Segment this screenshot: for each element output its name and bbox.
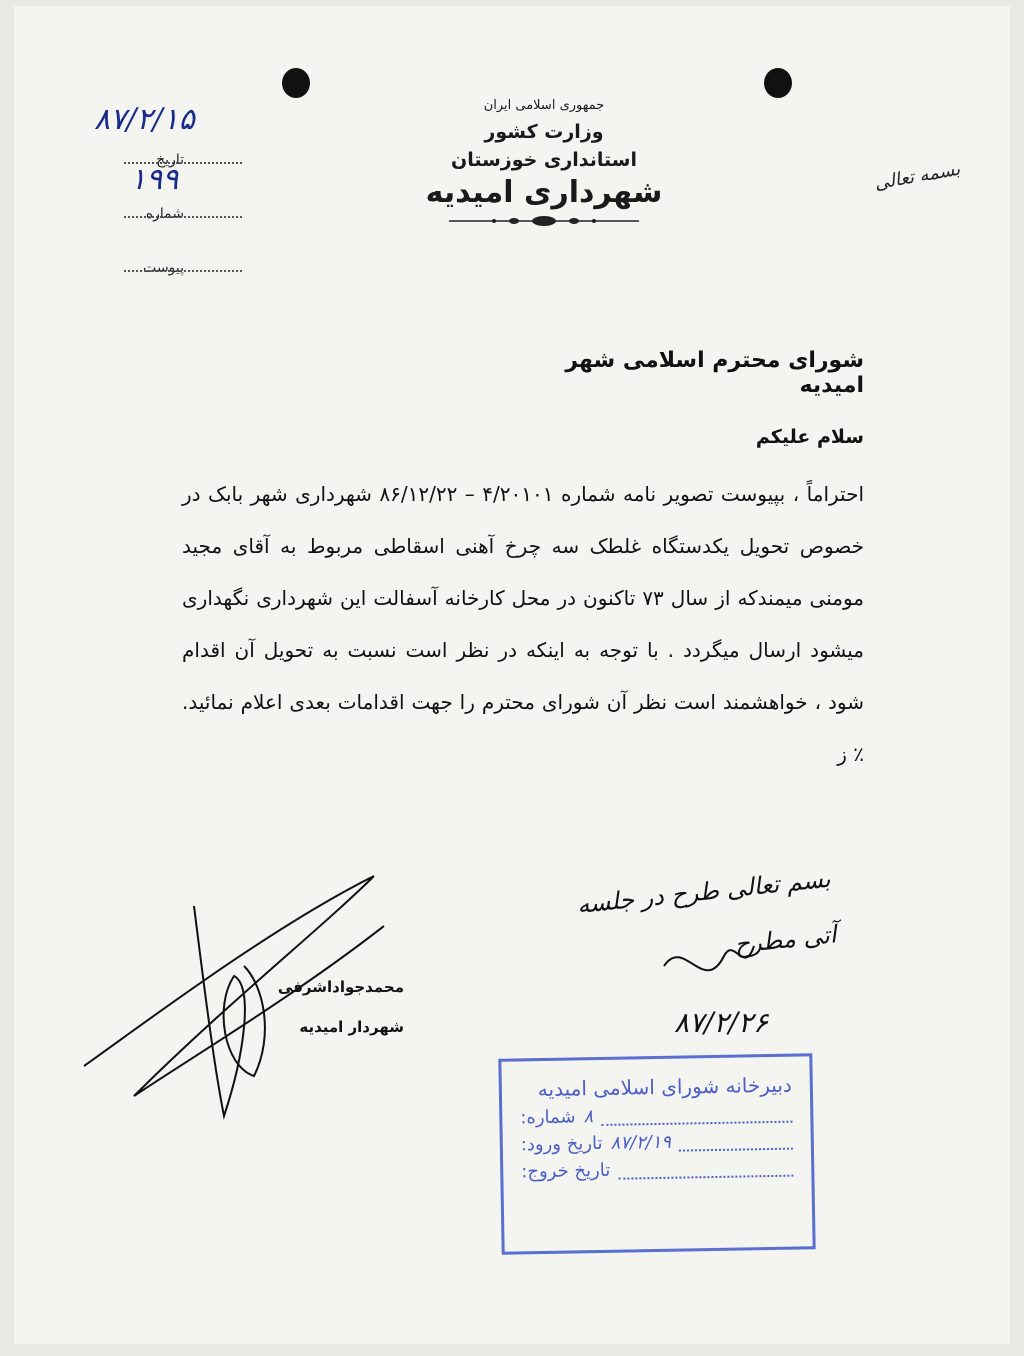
attachment-line <box>124 270 242 272</box>
punch-hole-left <box>282 68 310 98</box>
stamp-exit-label: تاریخ خروج: <box>521 1159 611 1183</box>
stamp-number-label: شماره: <box>520 1106 576 1129</box>
signer-block <box>244 978 404 1058</box>
ornament-rule <box>449 214 639 228</box>
body-paragraph: احتراماً ، بپیوست تصویر نامه شماره ۴/۲۰۱۰۱ – ۸۶/۱۲/۲۲ شهرداری شهر بابک در خصوص تحویل یکدستگاه غلطک سه چرخ آهنی اسقاطی مربوط به آقای مجید مومنی میمندکه از سال ۷۳ تاکنون در محل کارخانه آسفالت این شهرداری نگهداری میشود ارسال میگردد . با توجه به اینکه در نظر است نسبت به تحویل آن اقدام شود ، خواهشمند است نظر آن شورای محترم را جهت اقدامات بعدی اعلام نمائید.٪ ز <box>182 482 865 766</box>
council-stamp <box>498 1053 815 1254</box>
stamp-entry-value: ۸۷/۲/۱۹ <box>610 1131 672 1154</box>
basmala: بسمه تعالی <box>872 158 962 195</box>
number-label: شماره <box>145 206 184 222</box>
municipality-title: شهرداری امیدیه <box>425 175 663 210</box>
republic-line: جمهوری اسلامی ایران <box>483 98 605 113</box>
governorate-line: استانداری خوزستان <box>450 149 637 171</box>
punch-hole-right <box>764 68 792 98</box>
ministry-line: وزارت کشور <box>484 121 604 143</box>
date-label: تاریخ <box>156 152 184 168</box>
handwritten-number: ۱۹۹ <box>130 162 179 197</box>
stamp-entry-label: تاریخ ورود: <box>520 1132 603 1156</box>
signer-title: شهردار امیدیه <box>299 1018 404 1036</box>
handwritten-date: ۸۷/۲/۱۵ <box>94 102 195 137</box>
stamp-number-dots <box>601 1103 792 1126</box>
stamp-number-value: ۸ <box>583 1106 594 1128</box>
annotation-date: ۸۷/۲/۲۶ <box>674 1006 769 1039</box>
greeting: سلام علیکم <box>755 426 864 448</box>
recipient-line: شورای محترم اسلامی شهر امیدیه <box>565 348 864 398</box>
attachment-row <box>124 222 304 276</box>
letter-body <box>182 468 864 780</box>
attachment-label: پیوست <box>143 260 184 276</box>
stamp-exit-dots <box>618 1157 793 1180</box>
stamp-entry-dots <box>679 1130 793 1152</box>
stamp-title: دبیرخانه شورای اسلامی امیدیه <box>537 1072 793 1102</box>
letter-page <box>14 6 1010 1344</box>
handwritten-annotation: بسم تعالی طرح در جلسه آتی مطرح <box>575 864 838 959</box>
number-line <box>124 216 242 218</box>
signer-name: محمدجواداشرفی <box>277 978 404 996</box>
letterhead <box>394 98 694 232</box>
stamp-exit-row <box>503 1150 811 1182</box>
